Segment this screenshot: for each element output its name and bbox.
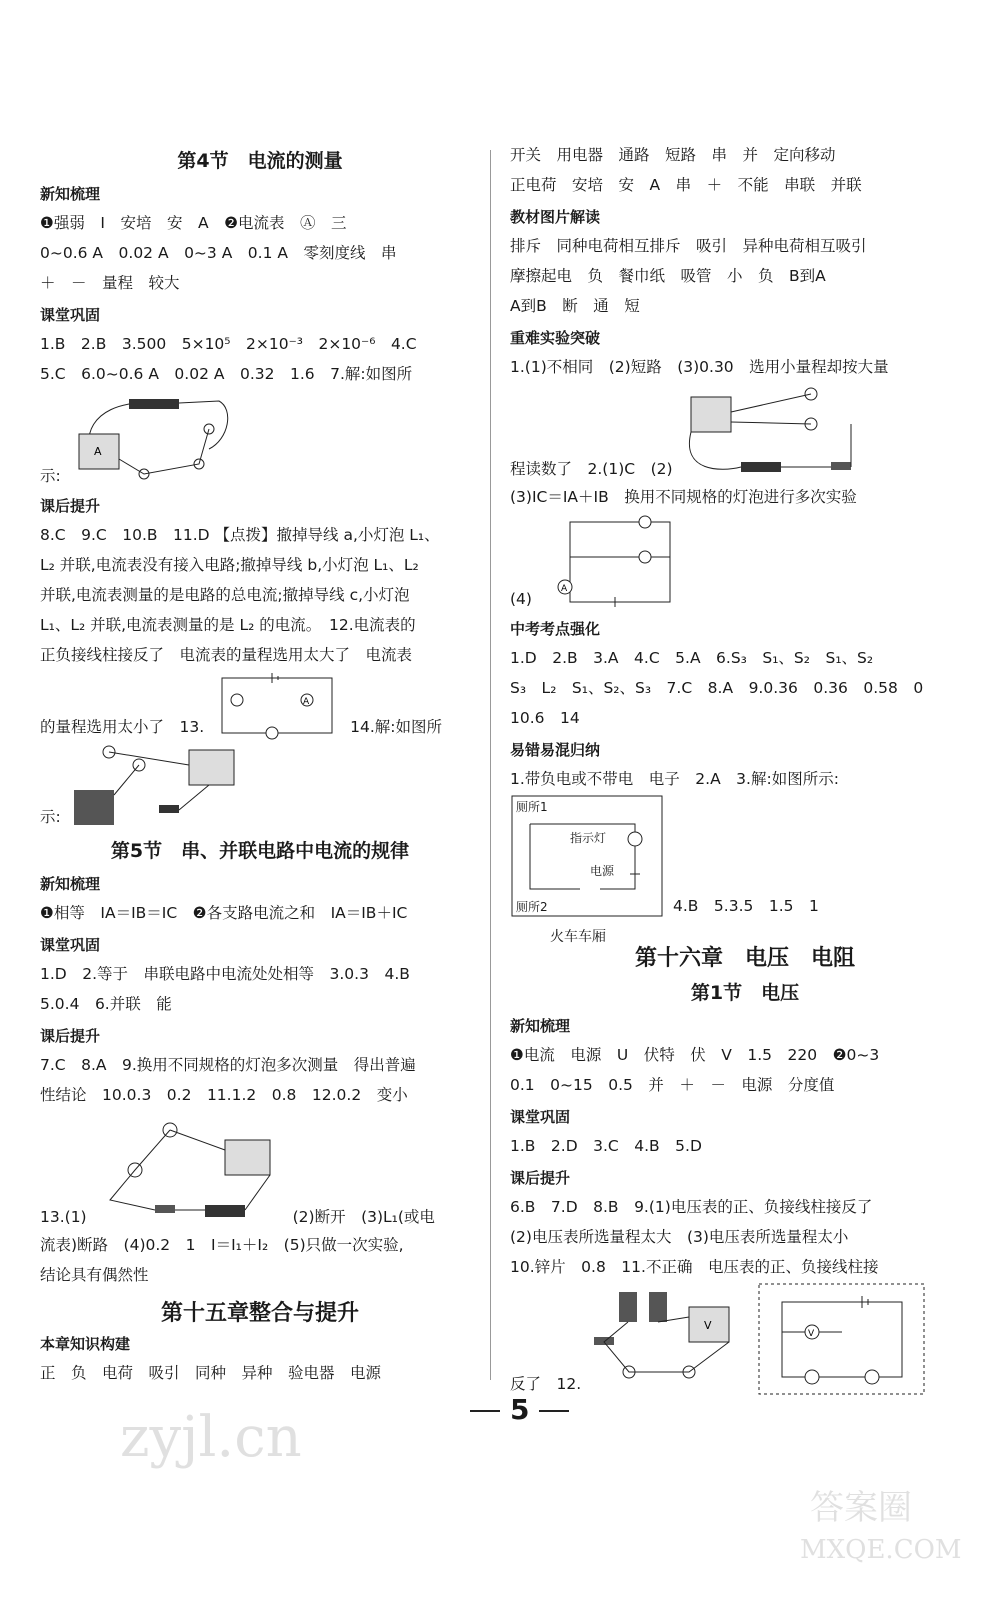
subheading: 新知梳理: [40, 185, 101, 203]
answer-line: 1.D 2.B 3.A 4.C 5.A 6.S₃ S₁、S₂ S₁、S₂: [510, 649, 874, 667]
subheading: 课后提升: [40, 1027, 101, 1045]
answer-line: 1.D 2.等于 串联电路中电流处处相等 3.0.3 4.B: [40, 965, 410, 983]
figure-row: [510, 512, 980, 612]
watermark-zyjl: zyjl.cn: [120, 1405, 302, 1470]
subheading: 易错易混归纳: [510, 741, 601, 759]
answer-line: 1.带负电或不带电 电子 2.A 3.解:如图所示:: [510, 770, 839, 788]
svg-text:A: A: [560, 584, 568, 594]
page-number: [460, 1393, 579, 1426]
subheading: 重难实验突破: [510, 329, 601, 347]
svg-text:A: A: [93, 445, 102, 458]
subheading: 课堂巩固: [40, 936, 101, 954]
subheading: 课堂巩固: [40, 306, 101, 324]
answer-line: (3)IC＝IA＋IB 换用不同规格的灯泡进行多次实验: [510, 488, 857, 506]
answer-line: ❶电流 电源 U 伏特 伏 V 1.5 220 ❷0~3: [510, 1046, 880, 1064]
answer-line: (4): [510, 590, 532, 608]
subheading: 新知梳理: [40, 875, 101, 893]
figure-row: [40, 670, 480, 740]
answer-line: 正负接线柱接反了 电流表的量程选用太大了 电流表: [40, 646, 413, 664]
right-column: [510, 140, 980, 1397]
figure-row: [40, 740, 480, 830]
train-circuit-figure: [510, 794, 665, 945]
answer-line: ❶相等 IA＝IB＝IC ❷各支路电流之和 IA＝IB＋IC: [40, 904, 408, 922]
answer-line: 13.(1): [40, 1208, 87, 1226]
toilet-2-label: 厕所2: [516, 900, 548, 914]
answer-line: 排斥 同种电荷相互排斥 吸引 异种电荷相互吸引: [510, 237, 867, 255]
chapter-title: 第十五章整合与提升: [160, 1301, 359, 1326]
subheading: 教材图片解读: [510, 208, 601, 226]
section-title: 第4节 电流的测量: [177, 150, 343, 172]
toilet-1-label: 厕所1: [516, 800, 548, 814]
circuit-diagram-q13: [212, 670, 342, 740]
page-number-text: 5: [510, 1393, 530, 1426]
answer-line: 8.C 9.C 10.B 11.D 【点拨】撤掉导线 a,小灯泡 L₁、: [40, 526, 440, 544]
answer-line: 正 负 电荷 吸引 同种 异种 验电器 电源: [40, 1364, 382, 1382]
answer-line: L₁、L₂ 并联,电流表测量的是 L₂ 的电流。 12.电流表的: [40, 616, 416, 634]
answer-line: 5.C 6.0~0.6 A 0.02 A 0.32 1.6 7.解:如图所: [40, 365, 413, 383]
answer-line: 0~0.6 A 0.02 A 0~3 A 0.1 A 零刻度线 串: [40, 244, 397, 262]
answer-line: 4.B 5.3.5 1.5 1: [673, 897, 819, 915]
answer-line: 1.(1)不相同 (2)短路 (3)0.30 选用小量程却按大量: [510, 358, 889, 376]
watermark-mxqe: MXQE.COM: [800, 1535, 962, 1565]
train-caption: 火车车厢: [550, 929, 606, 945]
answer-line: (2)电压表所选量程太大 (3)电压表所选量程太小: [510, 1228, 849, 1246]
answer-line: 程读数了 2.(1)C (2): [510, 460, 673, 478]
answer-line: 流表)断路 (4)0.2 1 I＝I₁＋I₂ (5)只做一次实验,: [40, 1236, 404, 1254]
subheading: 课后提升: [40, 497, 101, 515]
dash-right: [539, 1410, 569, 1412]
answer-line: ＋ － 量程 较大: [40, 274, 180, 292]
power-label: 电源: [590, 864, 615, 878]
answer-line: 正电荷 安培 安 A 串 ＋ 不能 串联 并联: [510, 176, 862, 194]
answer-line: (2)断开 (3)L₁(或电: [292, 1208, 435, 1226]
circuit-diagram-exp2: [681, 382, 861, 482]
answer-line: 示:: [40, 467, 61, 485]
answer-line: 6.B 7.D 8.B 9.(1)电压表的正、负接线柱接反了: [510, 1198, 873, 1216]
answer-line: 1.B 2.D 3.C 4.B 5.D: [510, 1137, 702, 1155]
answer-line: L₂ 并联,电流表没有接入电路;撤掉导线 b,小灯泡 L₁、L₂: [40, 556, 419, 574]
left-column: [40, 140, 480, 1388]
figure-row: [510, 794, 980, 945]
subheading: 课后提升: [510, 1169, 571, 1187]
subheading: 新知梳理: [510, 1017, 571, 1035]
circuit-diagram-q14: [69, 740, 249, 830]
subheading: 中考考点强化: [510, 620, 601, 638]
circuit-diagram-16-12b: [757, 1282, 927, 1397]
answer-line: 结论具有偶然性: [40, 1266, 149, 1284]
answer-line: 10.锌片 0.8 11.不正确 电压表的正、负接线柱接: [510, 1258, 879, 1276]
dash-left: [470, 1410, 500, 1412]
circuit-diagram-13-1: [95, 1110, 285, 1230]
section-title: 第5节 串、并联电路中电流的规律: [110, 840, 410, 862]
svg-text:V: V: [808, 1329, 815, 1339]
answer-line: 摩擦起电 负 餐巾纸 吸管 小 负 B到A: [510, 267, 826, 285]
circuit-diagram-16-12: [589, 1287, 749, 1397]
answer-line: 1.B 2.B 3.500 5×10⁵ 2×10⁻³ 2×10⁻⁶ 4.C: [40, 335, 417, 353]
answer-line: 0.1 0~15 0.5 并 ＋ － 电源 分度值: [510, 1076, 835, 1094]
figure-row: [40, 1110, 480, 1230]
answer-line: 开关 用电器 通路 短路 串 并 定向移动: [510, 146, 836, 164]
answer-line: 反了 12.: [510, 1375, 582, 1393]
figure-row: [40, 389, 480, 489]
answer-line: S₃ L₂ S₁、S₂、S₃ 7.C 8.A 9.0.36 0.36 0.58 0: [510, 679, 924, 697]
svg-text:A: A: [303, 697, 310, 707]
answer-line: 的量程选用太小了 13.: [40, 718, 205, 736]
section-title: 第1节 电压: [690, 982, 800, 1004]
subheading: 课堂巩固: [510, 1108, 571, 1126]
answer-line: 10.6 14: [510, 709, 580, 727]
watermark-logo: 答案圈: [810, 1488, 912, 1528]
figure-row: [510, 1282, 980, 1397]
subheading: 本章知识构建: [40, 1335, 131, 1353]
answer-line: 并联,电流表测量的是电路的总电流;撤掉导线 c,小灯泡: [40, 586, 410, 604]
answer-line: ❶强弱 I 安培 安 A ❷电流表 Ⓐ 三: [40, 214, 347, 232]
answer-line: 5.0.4 6.并联 能: [40, 995, 172, 1013]
chapter-title: 第十六章 电压 电阻: [634, 946, 855, 971]
circuit-diagram-q7: [69, 389, 239, 489]
answer-line: 示:: [40, 808, 61, 826]
svg-text:V: V: [704, 1319, 712, 1332]
circuit-diagram-exp2-4: [540, 512, 680, 612]
answer-line: 性结论 10.0.3 0.2 11.1.2 0.8 12.0.2 变小: [40, 1086, 408, 1104]
indicator-label: 指示灯: [570, 831, 607, 845]
answer-line: A到B 断 通 短: [510, 297, 640, 315]
answer-line: 7.C 8.A 9.换用不同规格的灯泡多次测量 得出普遍: [40, 1056, 416, 1074]
column-divider: [490, 150, 491, 1380]
figure-row: [510, 382, 980, 482]
answer-line: 14.解:如图所: [350, 718, 443, 736]
